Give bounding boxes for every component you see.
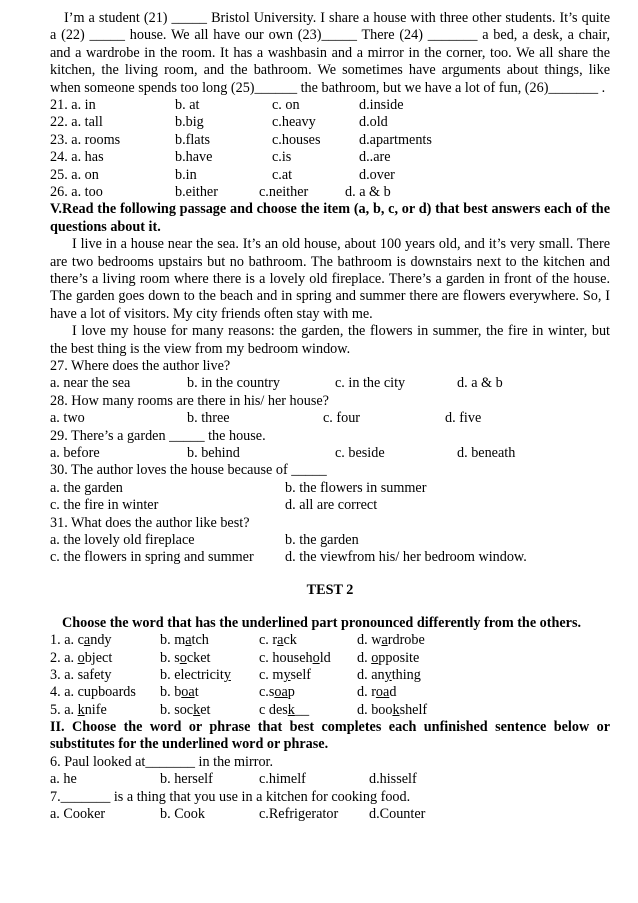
- option-c: c.Refrigerator: [259, 806, 339, 823]
- option-d: d.over: [359, 166, 395, 183]
- option-b: b.big: [175, 114, 204, 131]
- pronunciation-row: [50, 702, 610, 719]
- option-a: 23. a. rooms: [50, 131, 121, 148]
- answer-row-31b: [50, 549, 610, 566]
- option-a: 21. a. in: [50, 97, 96, 114]
- option-d: d. a & b: [457, 375, 503, 392]
- option-a: 24. a. has: [50, 149, 104, 166]
- question-31: 31. What does the author like best?: [50, 514, 250, 531]
- option-a: 25. a. on: [50, 166, 99, 183]
- option-b: b.in: [175, 166, 197, 183]
- option-c: c.at: [272, 166, 293, 183]
- option-b: b. match: [160, 632, 209, 649]
- option-b: b.either: [175, 183, 218, 200]
- option-c: c. household: [259, 649, 331, 666]
- pronunciation-heading: Choose the word that has the underlined part pronounced differently from the others.: [62, 614, 582, 631]
- option-b: b. in the country: [187, 375, 280, 392]
- option-c: c.houses: [272, 131, 321, 148]
- mc-list-21-26: [50, 97, 610, 201]
- option-d: d. beneath: [457, 444, 516, 461]
- option-a: 5. a. knife: [50, 701, 107, 718]
- option-a: a. Cooker: [50, 806, 106, 823]
- mc-row: [50, 97, 610, 114]
- option-a: a. he: [50, 771, 77, 788]
- answer-row-29: [50, 445, 610, 462]
- option-b: b. behind: [187, 444, 240, 461]
- option-a: a. before: [50, 444, 100, 461]
- mc-row: [50, 132, 610, 149]
- pronunciation-row: [50, 650, 610, 667]
- option-c: c. myself: [259, 666, 312, 683]
- option-c: c. the flowers in spring and summer: [50, 549, 254, 566]
- option-d: d.inside: [359, 97, 404, 114]
- option-d: d.apartments: [359, 131, 432, 148]
- option-d: d. all are correct: [285, 497, 378, 514]
- answer-row-28: [50, 410, 610, 427]
- section-2-heading: II. Choose the word or phrase that best completes each unfinished sentence below or substitutes for the underlined word or phrase.: [50, 719, 610, 753]
- option-a: 22. a. tall: [50, 114, 103, 131]
- option-b: b.have: [175, 149, 213, 166]
- option-d: d.old: [359, 114, 388, 131]
- option-a: 26. a. too: [50, 183, 103, 200]
- option-c: c. beside: [335, 444, 385, 461]
- answer-row-30b: [50, 497, 610, 514]
- option-c: c. rack: [259, 632, 297, 649]
- answer-row-7: [50, 806, 610, 823]
- option-b: b. three: [187, 410, 230, 427]
- option-d: d. opposite: [357, 649, 420, 666]
- option-c: c. on: [272, 97, 300, 114]
- option-c: c.is: [272, 149, 292, 166]
- question-7: 7._______ is a thing that you use in a kitchen for cooking food.: [50, 788, 411, 805]
- option-b: b. at: [175, 97, 200, 114]
- mc-row: [50, 114, 610, 131]
- option-c: c. the fire in winter: [50, 497, 159, 514]
- option-d: d.hisself: [369, 771, 417, 788]
- test-2-title: TEST 2: [306, 581, 354, 598]
- option-d: d. a & b: [345, 183, 391, 200]
- option-a: a. near the sea: [50, 375, 131, 392]
- mc-row: [50, 167, 610, 184]
- option-a: a. two: [50, 410, 85, 427]
- section-5-heading: V.Read the following passage and choose the item (a, b, c, or d) that best answers each of the questions about it.: [50, 201, 610, 235]
- option-c: c.neither: [259, 183, 309, 200]
- option-c: c. in the city: [335, 375, 406, 392]
- question-29: 29. There’s a garden _____ the house.: [50, 427, 266, 444]
- option-a: a. the lovely old fireplace: [50, 531, 195, 548]
- pronunciation-list: [50, 632, 610, 719]
- option-a: 3. a. safety: [50, 666, 112, 683]
- question-28: 28. How many rooms are there in his/ her house?: [50, 392, 329, 409]
- pronunciation-row: [50, 632, 610, 649]
- question-30: 30. The author loves the house because of _____: [50, 462, 327, 479]
- option-b: b. Cook: [160, 806, 205, 823]
- option-a: a. the garden: [50, 479, 123, 496]
- option-b: b. the flowers in summer: [285, 479, 427, 496]
- answer-row-31a: [50, 532, 610, 549]
- option-b: b.flats: [175, 131, 211, 148]
- option-a: 1. a. candy: [50, 632, 112, 649]
- pronunciation-row: [50, 684, 610, 701]
- option-b: b. electricity: [160, 666, 231, 683]
- question-6: 6. Paul looked at_______ in the mirror.: [50, 753, 274, 770]
- pronunciation-row: [50, 667, 610, 684]
- worksheet-page: [50, 10, 610, 823]
- option-b: b. boat: [160, 684, 199, 701]
- mc-row: [50, 184, 610, 201]
- option-a: 2. a. object: [50, 649, 113, 666]
- option-d: d. anything: [357, 666, 421, 683]
- mc-row: [50, 149, 610, 166]
- reading-passage-2-paragraph-2: I love my house for many reasons: the garden, the flowers in summer, the fire in winter, but the best thing is the view from my bedroom window.: [50, 323, 610, 357]
- option-b: b. the garden: [285, 531, 359, 548]
- option-c: c.heavy: [272, 114, 316, 131]
- question-27: 27. Where does the author live?: [50, 358, 231, 375]
- option-c: c.himelf: [259, 771, 306, 788]
- option-d: d. five: [445, 410, 482, 427]
- option-d: d. the viewfrom his/ her bedroom window.: [285, 549, 527, 566]
- answer-row-30a: [50, 480, 610, 497]
- reading-passage-2-paragraph-1: I live in a house near the sea. It’s an old house, about 100 years old, and it’s very small. There are two bedrooms upstairs but no bathroom. The bathroom is downstairs next to the kitchen and there’s a living room where there is a lovely old fireplace. There’s a garden in front of the house. The garden goes down to the beach and in spring and summer there are flowers everywhere. So, I have a lot of visitors. My city friends often stay with me.: [50, 236, 610, 322]
- option-a: 4. a. cupboards: [50, 684, 136, 701]
- answer-row-6: [50, 771, 610, 788]
- option-b: b. socket: [160, 649, 211, 666]
- reading-passage-1: I’m a student (21) _____ Bristol University. I share a house with three other students. It’s quite a (22) _____ house. We all have our own (23)_____ There (24) _______ a bed, a desk, a chair, and a wardrobe in the room. It has a washbasin and a mirror in the corner, too. We all share the kitchen, the living room, and the bathroom. We sometimes have arguments about things, like when someone spends too long (25)______ the bathroom, but we have a lot of fun, (26)_______ .: [50, 10, 610, 96]
- answer-row-27: [50, 375, 610, 392]
- option-c: c desk__: [259, 701, 310, 718]
- option-d: d. road: [357, 684, 397, 701]
- option-b: b. herself: [160, 771, 213, 788]
- option-d: d..are: [359, 149, 391, 166]
- option-b: b. socket: [160, 701, 211, 718]
- option-d: d. bookshelf: [357, 701, 428, 718]
- option-c: c.soap: [259, 684, 295, 701]
- option-c: c. four: [323, 410, 361, 427]
- option-d: d. wardrobe: [357, 632, 425, 649]
- option-d: d.Counter: [369, 806, 426, 823]
